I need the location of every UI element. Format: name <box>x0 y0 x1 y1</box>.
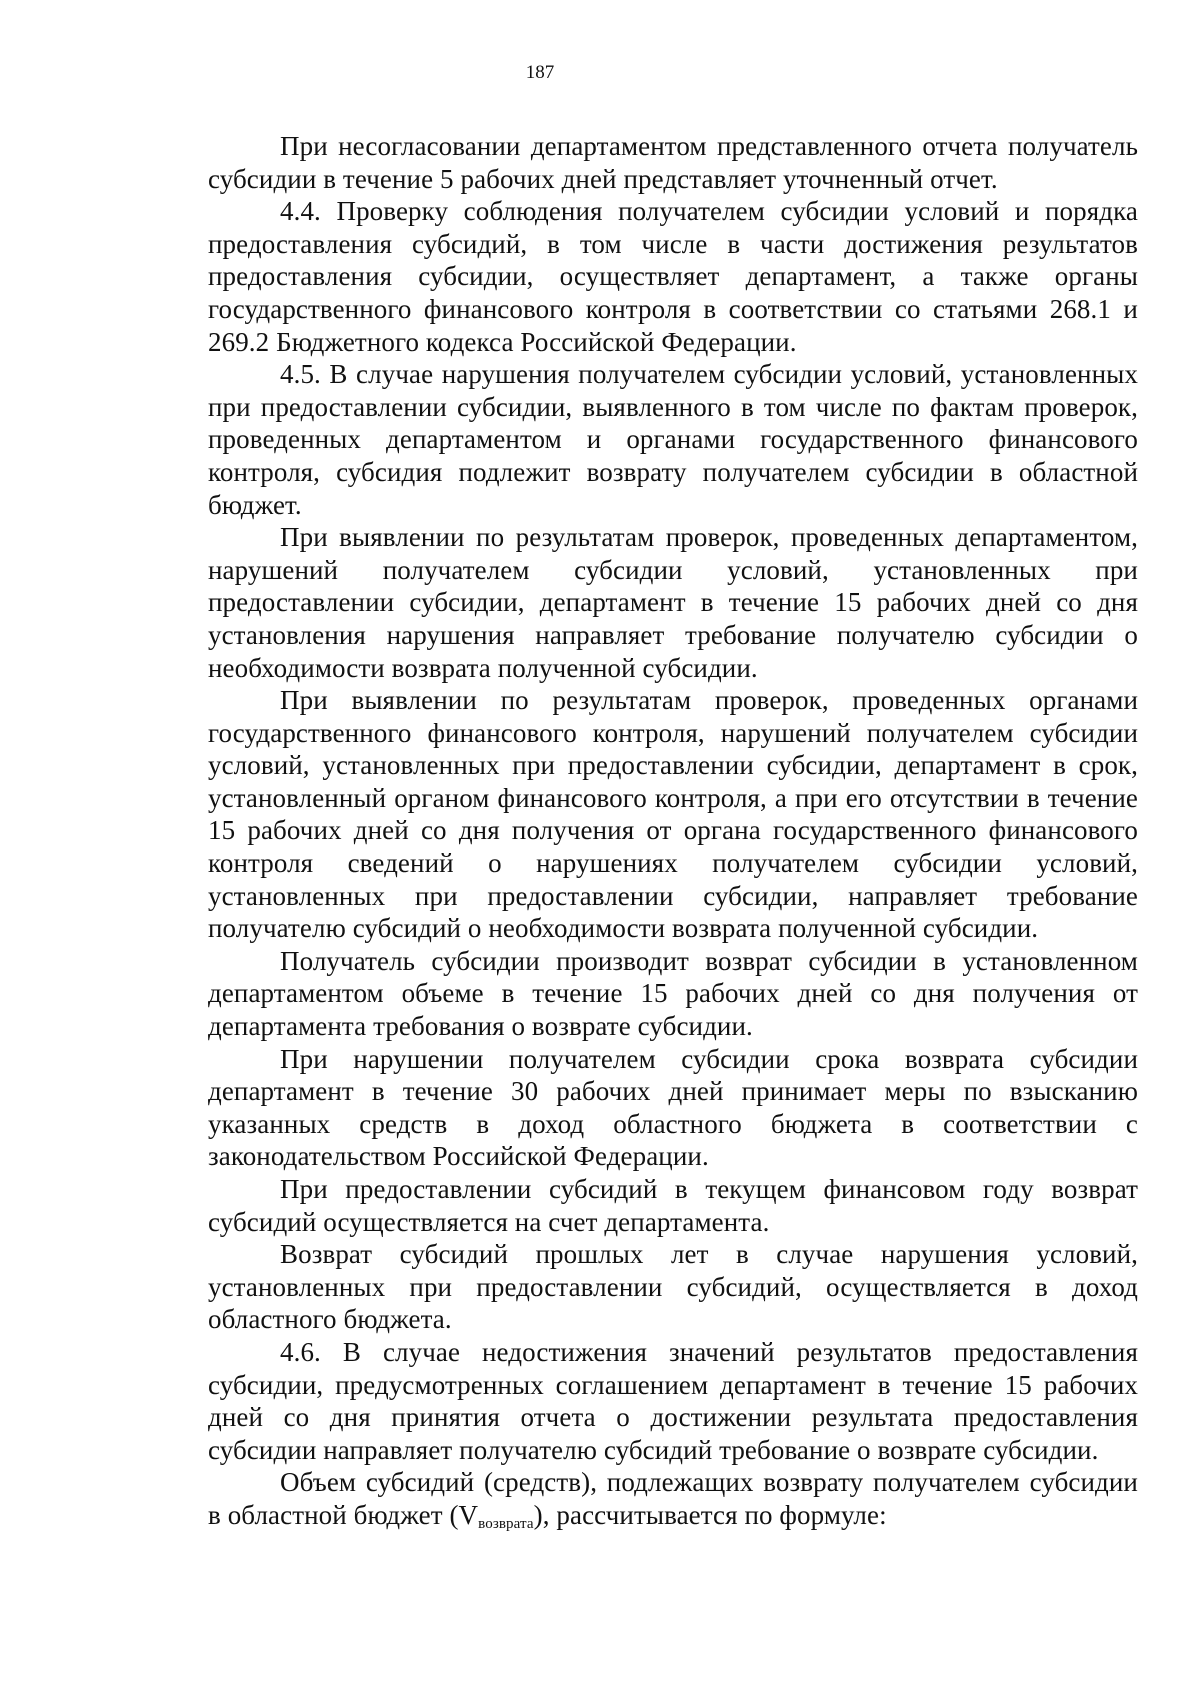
formula-subscript: возврата <box>478 1515 534 1532</box>
paragraph-department-inspection: При выявлении по результатам проверок, проведенных департаментом, нарушений получателем субсидии условий, установленных при предоставлении субсидии, департамент в течение 15 рабочих дней со дня установления нарушения направляет требование получателю субсидии о необходимости возврата полученной субсидии. <box>208 522 1138 683</box>
paragraph-4-6-results-not-achieved: 4.6. В случае недостижения значений результатов предоставления субсидии, предусмотренных соглашением департамент в течение 15 рабочих дней со дня принятия отчета о достижении результата предоставления субсидии направляет получателю субсидий требование о возврате субсидии. <box>208 1336 1138 1465</box>
paragraph-financial-control-inspection: При выявлении по результатам проверок, проведенных органами государственного финансового контроля, нарушений получателем субсидии условий, установленных при предоставлении субсидии, департамент в срок, установленный органом финансового контроля, а при его отсутствии в течение 15 рабочих дней со дня получения от органа государственного финансового контроля сведений о нарушениях получателем субсидии условий, установленных при предоставлении субсидии, направляет требование получателю субсидий о необходимости возврата полученной субсидии. <box>208 685 1138 944</box>
formula-outro-text: ), рассчитывается по формуле: <box>533 1499 887 1530</box>
paragraph-4-4-compliance-check: 4.4. Проверку соблюдения получателем субсидии условий и порядка предоставления субсидий, в том числе в части достижения результатов предоставления субсидии, осуществляет департамент, а также органы государственного финансового контроля в соответствии со статьями 268.1 и 269.2 Бюджетного кодекса Российской Федерации. <box>208 196 1138 357</box>
formula-intro-text: Объем субсидий (средств), подлежащих возврату получателем субсидии в областной бюджет (V <box>208 1467 1138 1530</box>
paragraph-return-volume-formula <box>208 1466 1138 1531</box>
document-body <box>208 130 1138 1532</box>
paragraph-previous-years-return: Возврат субсидий прошлых лет в случае нарушения условий, установленных при предоставлении субсидий, осуществляется в доход областного бюджета. <box>208 1239 1138 1335</box>
page-number: 187 <box>525 62 555 83</box>
paragraph-current-year-return: При предоставлении субсидий в текущем финансовом году возврат субсидий осуществляется на счет департамента. <box>208 1174 1138 1237</box>
paragraph-report-disagreement: При несогласовании департаментом представленного отчета получатель субсидии в течение 5 рабочих дней представляет уточненный отчет. <box>208 131 1138 194</box>
paragraph-late-return-measures: При нарушении получателем субсидии срока возврата субсидии департамент в течение 30 рабочих дней принимает меры по взысканию указанных средств в доход областного бюджета в соответствии с законодательством Российской Федерации. <box>208 1043 1138 1172</box>
paragraph-return-deadline: Получатель субсидии производит возврат субсидии в установленном департаментом объеме в течение 15 рабочих дней со дня получения от департамента требования о возврате субсидии. <box>208 945 1138 1042</box>
paragraph-4-5-violation-return: 4.5. В случае нарушения получателем субсидии условий, установленных при предоставлении субсидии, выявленного в том числе по фактам проверок, проведенных департаментом и органами государственного финансового контроля, субсидия подлежит возврату получателем субсидии в областной бюджет. <box>208 359 1138 520</box>
